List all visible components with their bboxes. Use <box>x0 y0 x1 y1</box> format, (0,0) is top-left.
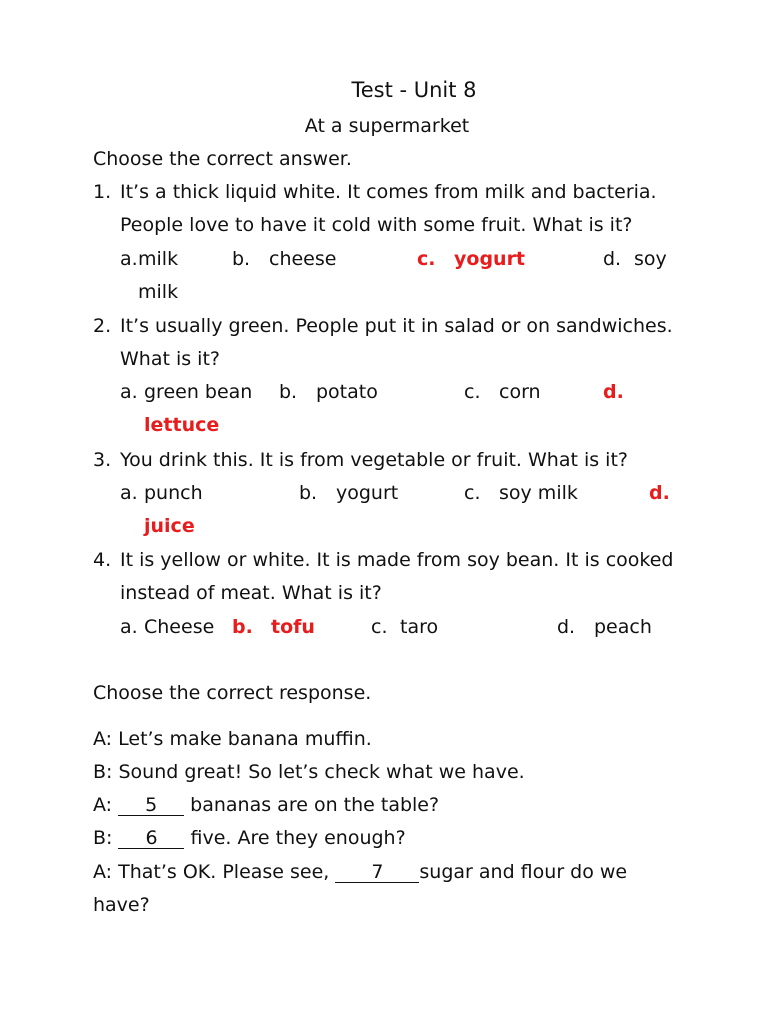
question-text: It is yellow or white. It is made from soy bean. It is cooked <box>120 549 674 571</box>
blank-5: 5 <box>118 795 184 816</box>
option-b-letter-correct: b. <box>232 616 253 638</box>
question-text: instead of meat. What is it? <box>120 582 382 604</box>
option-c-letter: c. <box>464 381 481 403</box>
question-text: People love to have it cold with some fruit. What is it? <box>120 214 633 236</box>
option-b-text: yogurt <box>336 482 399 504</box>
option-b-text-correct: tofu <box>271 616 315 638</box>
speaker-label: A: <box>93 794 113 816</box>
question-text: What is it? <box>120 348 220 370</box>
option-a-text: green bean <box>144 381 253 403</box>
option-b-letter: b. <box>232 248 251 270</box>
question-number: 3. <box>93 449 112 471</box>
option-c-text: corn <box>499 381 541 403</box>
dialogue-text: Let’s make banana muffin. <box>118 728 372 750</box>
option-c-letter-correct: c. <box>417 248 436 270</box>
option-a-letter: a. <box>120 616 138 638</box>
section-heading-choose-answer: Choose the correct answer. <box>93 148 352 170</box>
option-a-text: punch <box>144 482 203 504</box>
option-d-letter-correct: d. <box>603 381 624 403</box>
option-a-text: Cheese <box>144 616 215 638</box>
option-c-text: taro <box>400 616 439 638</box>
option-a-letter: a. <box>120 248 138 270</box>
question-text: You drink this. It is from vegetable or fruit. What is it? <box>120 449 628 471</box>
option-b-text: potato <box>316 381 378 403</box>
option-d-letter: d. <box>603 248 622 270</box>
option-b-text: cheese <box>269 248 337 270</box>
speaker-label: B: <box>93 827 113 849</box>
dialogue-text: five. Are they enough? <box>190 827 406 849</box>
page-subtitle: At a supermarket <box>304 115 470 137</box>
option-d-letter-correct: d. <box>649 482 670 504</box>
option-c-letter: c. <box>371 616 388 638</box>
option-a-letter: a. <box>120 482 138 504</box>
option-b-letter: b. <box>279 381 298 403</box>
dialogue-line <box>93 793 439 817</box>
question-text: It’s a thick liquid white. It comes from milk and bacteria. <box>120 181 657 203</box>
dialogue-line-wrap: have? <box>93 894 150 916</box>
dialogue-line <box>93 727 372 751</box>
option-b-letter: b. <box>299 482 318 504</box>
dialogue-text: Sound great! So let’s check what we have. <box>118 761 525 783</box>
speaker-label: B: <box>93 761 113 783</box>
option-d-text-correct: juice <box>144 515 195 537</box>
question-number: 1. <box>93 181 112 203</box>
speaker-label: A: <box>93 861 113 883</box>
speaker-label: A: <box>93 728 113 750</box>
question-text: It’s usually green. People put it in salad or on sandwiches. <box>120 315 673 337</box>
option-a-letter: a. <box>120 381 138 403</box>
option-d-text-correct: lettuce <box>144 414 220 436</box>
dialogue-line <box>93 860 627 884</box>
page-title: Test - Unit 8 <box>351 78 477 102</box>
option-a-text: milk <box>138 248 179 270</box>
dialogue-line <box>93 826 406 850</box>
dialogue-text: That’s OK. Please see, <box>118 861 330 883</box>
blank-7: 7 <box>335 862 419 883</box>
option-d-letter: d. <box>557 616 576 638</box>
option-c-text: soy milk <box>499 482 578 504</box>
dialogue-text: sugar and flour do we <box>419 861 628 883</box>
option-d-text: soy <box>634 248 667 270</box>
dialogue-text: bananas are on the table? <box>190 794 440 816</box>
section-heading-choose-response: Choose the correct response. <box>93 682 372 704</box>
option-c-text-correct: yogurt <box>454 248 526 270</box>
question-number: 4. <box>93 549 112 571</box>
dialogue-line <box>93 760 525 784</box>
option-d-text-wrap: milk <box>138 281 179 303</box>
option-c-letter: c. <box>464 482 481 504</box>
blank-6: 6 <box>118 828 184 849</box>
question-number: 2. <box>93 315 112 337</box>
option-d-text: peach <box>594 616 652 638</box>
